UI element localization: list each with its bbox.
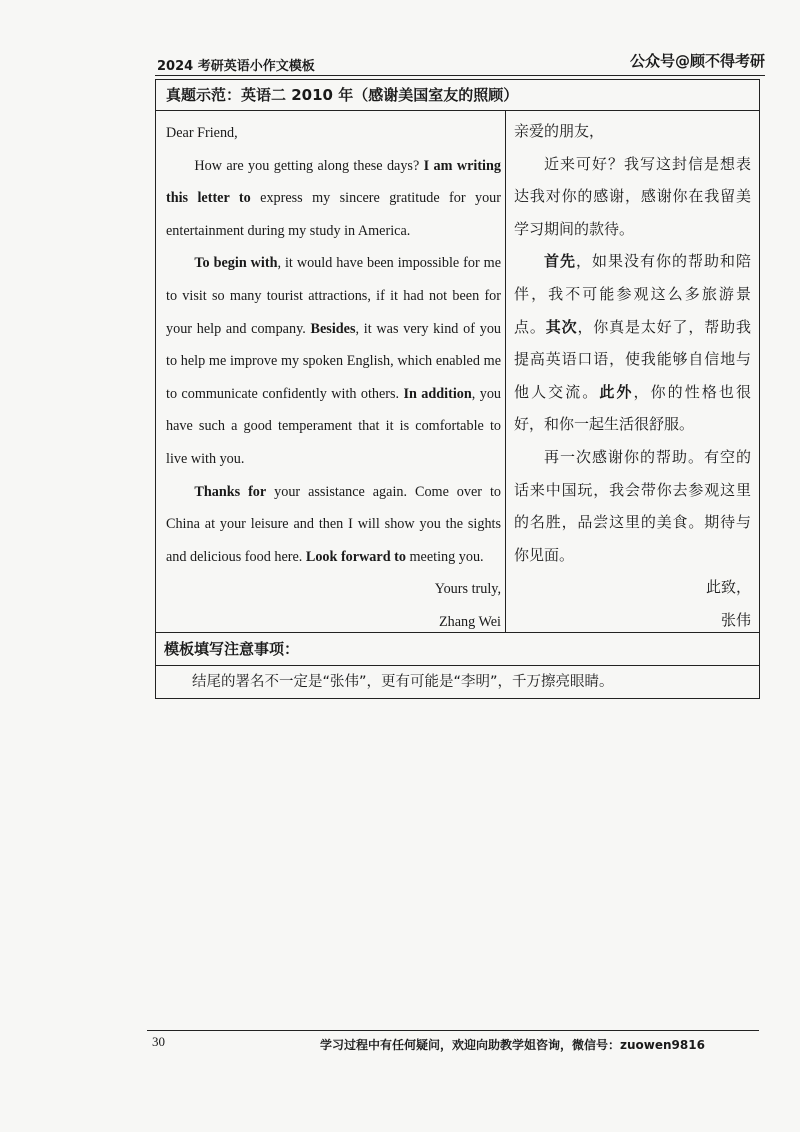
english-salutation: Dear Friend, — [166, 125, 238, 141]
bold-phrase: 首先 — [544, 252, 576, 271]
english-paragraph-3 — [166, 476, 501, 574]
chinese-salutation: 亲爱的朋友， — [514, 122, 605, 140]
header-divider — [155, 75, 765, 76]
chinese-paragraph-2 — [514, 245, 751, 441]
text-run: , it would have been impossible for me to visit so many tourist attractions, if it had not been for your help and company. — [166, 255, 501, 337]
english-paragraph-2 — [166, 247, 501, 475]
english-column — [156, 111, 506, 632]
notes-text: 结尾的署名不一定是“张伟”，更有可能是“李明”，千万擦亮眼睛。 — [192, 674, 614, 690]
text-run: How are you getting along these days? — [194, 157, 424, 174]
notes-header: 模板填写注意事项： — [156, 633, 759, 666]
text-run: , it was very kind of you to help me improve my spoken English, which enabled me to communicate confidently with others. — [166, 320, 502, 402]
text-run: express my sincere gratitude for your entertainment during my study in America. — [166, 190, 501, 239]
bold-phrase: Look forward to — [305, 548, 406, 565]
english-signature: Zhang Wei — [438, 613, 501, 630]
header-account: 公众号@顾不得考研 — [629, 52, 765, 70]
chinese-paragraph-1 — [514, 148, 751, 246]
bold-phrase: Besides — [310, 320, 356, 337]
chinese-closing: 此致， — [705, 578, 751, 597]
letter-columns — [156, 111, 759, 633]
text-run: ，如果没有你的帮助和陪伴，我不可能参观这么多旅游景点。 — [514, 252, 751, 336]
bold-phrase: To begin with — [194, 255, 278, 272]
letter-table — [155, 79, 760, 699]
page-header — [155, 48, 765, 76]
english-closing: Yours truly, — [434, 581, 501, 598]
text-run: 再一次感谢你的帮助。有空的话来中国玩，我会带你去参观这里的名胜，品尝这里的美食。期待与你见面。 — [514, 447, 751, 564]
page-number: 30 — [152, 1034, 165, 1049]
bold-phrase: I am writing this letter to — [166, 157, 501, 207]
chinese-signature: 张伟 — [720, 610, 751, 629]
english-paragraph-1 — [166, 150, 501, 248]
text-run: ，你真是太好了，帮助我提高英语口语，使我能够自信地与他人交流。 — [514, 317, 751, 401]
chinese-column — [506, 111, 759, 632]
text-run: 近来可好？我写这封信是想表达我对你的感谢，感谢你在我留美学习期间的款待。 — [514, 154, 751, 238]
bold-phrase: 其次 — [545, 317, 578, 336]
bold-phrase: In addition — [403, 385, 472, 402]
footer-text: 学习过程中有任何疑问，欢迎向助教学姐咨询，微信号：zuowen9816 — [320, 1038, 705, 1052]
bold-phrase: 此外 — [599, 382, 634, 401]
text-run: ，你的性格也很好，和你一起生活很舒服。 — [514, 382, 751, 434]
text-run: , you have such a good temperament that it is comfortable to live with you. — [166, 385, 502, 467]
bold-phrase: Thanks for — [194, 483, 267, 500]
text-run: meeting you. — [405, 548, 484, 565]
text-run: your assistance again. Come over to China at your leisure and then I will show you the sights and delicious food here. — [166, 483, 501, 565]
chinese-paragraph-3 — [514, 441, 751, 571]
table-title: 真题示范：英语二 2010 年（感谢美国室友的照顾） — [156, 80, 759, 111]
footer-divider — [147, 1030, 759, 1031]
header-title: 2024 考研英语小作文模板 — [157, 59, 315, 74]
